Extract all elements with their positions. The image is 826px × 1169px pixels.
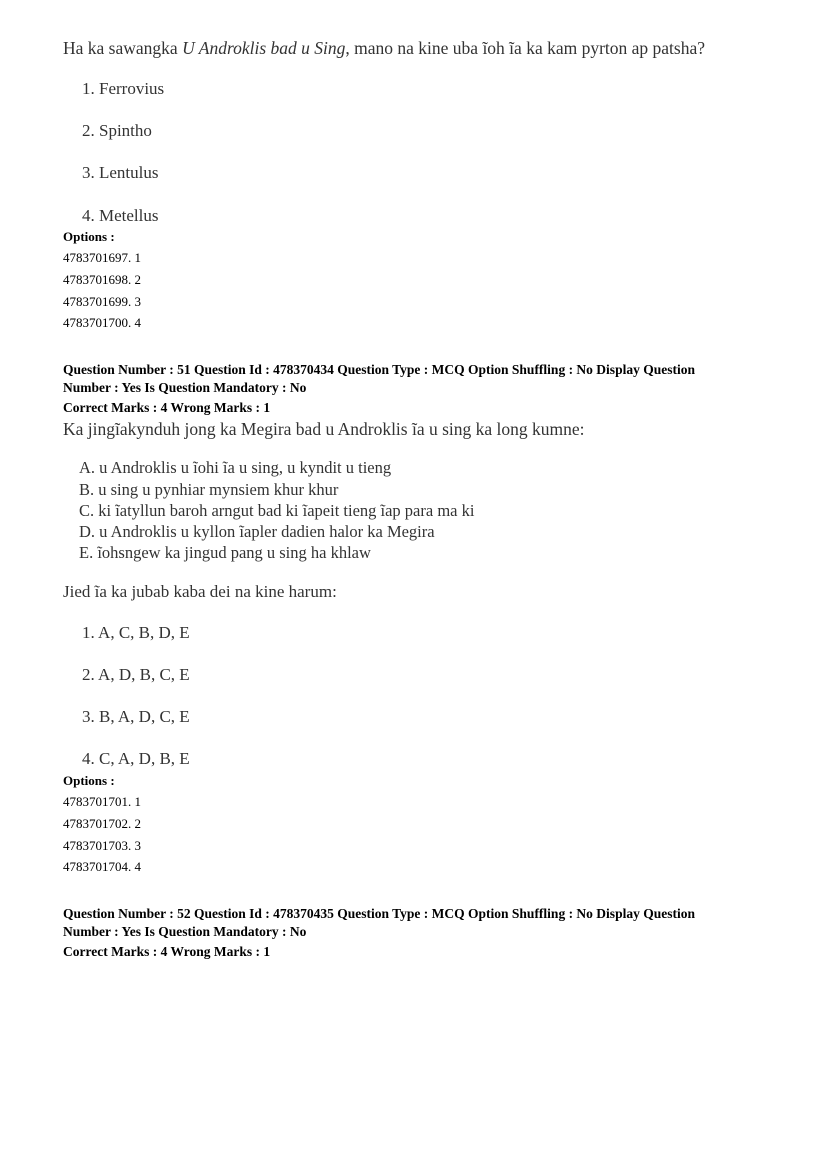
q50-stem: [63, 38, 705, 59]
q51-option-1: 4783701701. 1: [63, 794, 141, 809]
q51-statement-b: B. u sing u pynhiar mynsiem khur khur: [79, 480, 339, 499]
q51-choice-1: 1. A, C, B, D, E: [82, 623, 190, 642]
q51-statement-e: E. ĩohsngew ka jingud pang u sing ha khlaw: [79, 543, 371, 562]
q51-marks: Correct Marks : 4 Wrong Marks : 1: [63, 400, 271, 415]
q51-statement-c: C. ki ĩatyllun baroh arngut bad ki ĩapeit tieng ĩap para ma ki: [79, 501, 475, 520]
q50-stem-post: , mano na kine uba ĩoh ĩa ka kam pyrton ap patsha?: [345, 38, 706, 58]
q51-statement-d: D. u Androklis u kyllon ĩapler dadien halor ka Megira: [79, 522, 435, 541]
q50-choice-1: 1. Ferrovius: [82, 79, 165, 98]
q51-choice-3: 3. B, A, D, C, E: [82, 707, 190, 726]
q51-option-4: 4783701704. 4: [63, 859, 141, 874]
q50-stem-pre: Ha ka sawangka: [63, 38, 183, 58]
q50-option-2: 4783701698. 2: [63, 272, 141, 287]
q51-meta-line1: Question Number : 51 Question Id : 478370434 Question Type : MCQ Option Shuffling : No Display Question: [63, 362, 695, 377]
q50-choice-2: 2. Spintho: [82, 121, 152, 140]
q51-statement-a: A. u Androklis u ĩohi ĩa u sing, u kyndit u tieng: [79, 458, 392, 477]
q50-options-label: Options :: [63, 229, 115, 244]
q50-option-1: 4783701697. 1: [63, 250, 141, 265]
q51-choice-2: 2. A, D, B, C, E: [82, 665, 190, 684]
q51-option-2: 4783701702. 2: [63, 816, 141, 831]
q50-choice-3: 3. Lentulus: [82, 163, 159, 182]
q52-meta-line1: Question Number : 52 Question Id : 478370435 Question Type : MCQ Option Shuffling : No Display Question: [63, 906, 695, 921]
q51-option-3: 4783701703. 3: [63, 838, 141, 853]
q51-meta-line2: Number : Yes Is Question Mandatory : No: [63, 380, 307, 395]
q51-options-label: Options :: [63, 773, 115, 788]
q52-marks: Correct Marks : 4 Wrong Marks : 1: [63, 944, 271, 959]
q50-option-3: 4783701699. 3: [63, 294, 141, 309]
q51-choice-4: 4. C, A, D, B, E: [82, 749, 190, 768]
q50-stem-italic: U Androklis bad u Sing: [182, 38, 346, 58]
q52-meta-line2: Number : Yes Is Question Mandatory : No: [63, 924, 307, 939]
q51-prompt: Jied ĩa ka jubab kaba dei na kine harum:: [63, 582, 337, 601]
q51-stem: Ka jingĩakynduh jong ka Megira bad u Androklis ĩa u sing ka long kumne:: [63, 419, 585, 439]
q50-option-4: 4783701700. 4: [63, 315, 141, 330]
q50-choice-4: 4. Metellus: [82, 206, 159, 225]
